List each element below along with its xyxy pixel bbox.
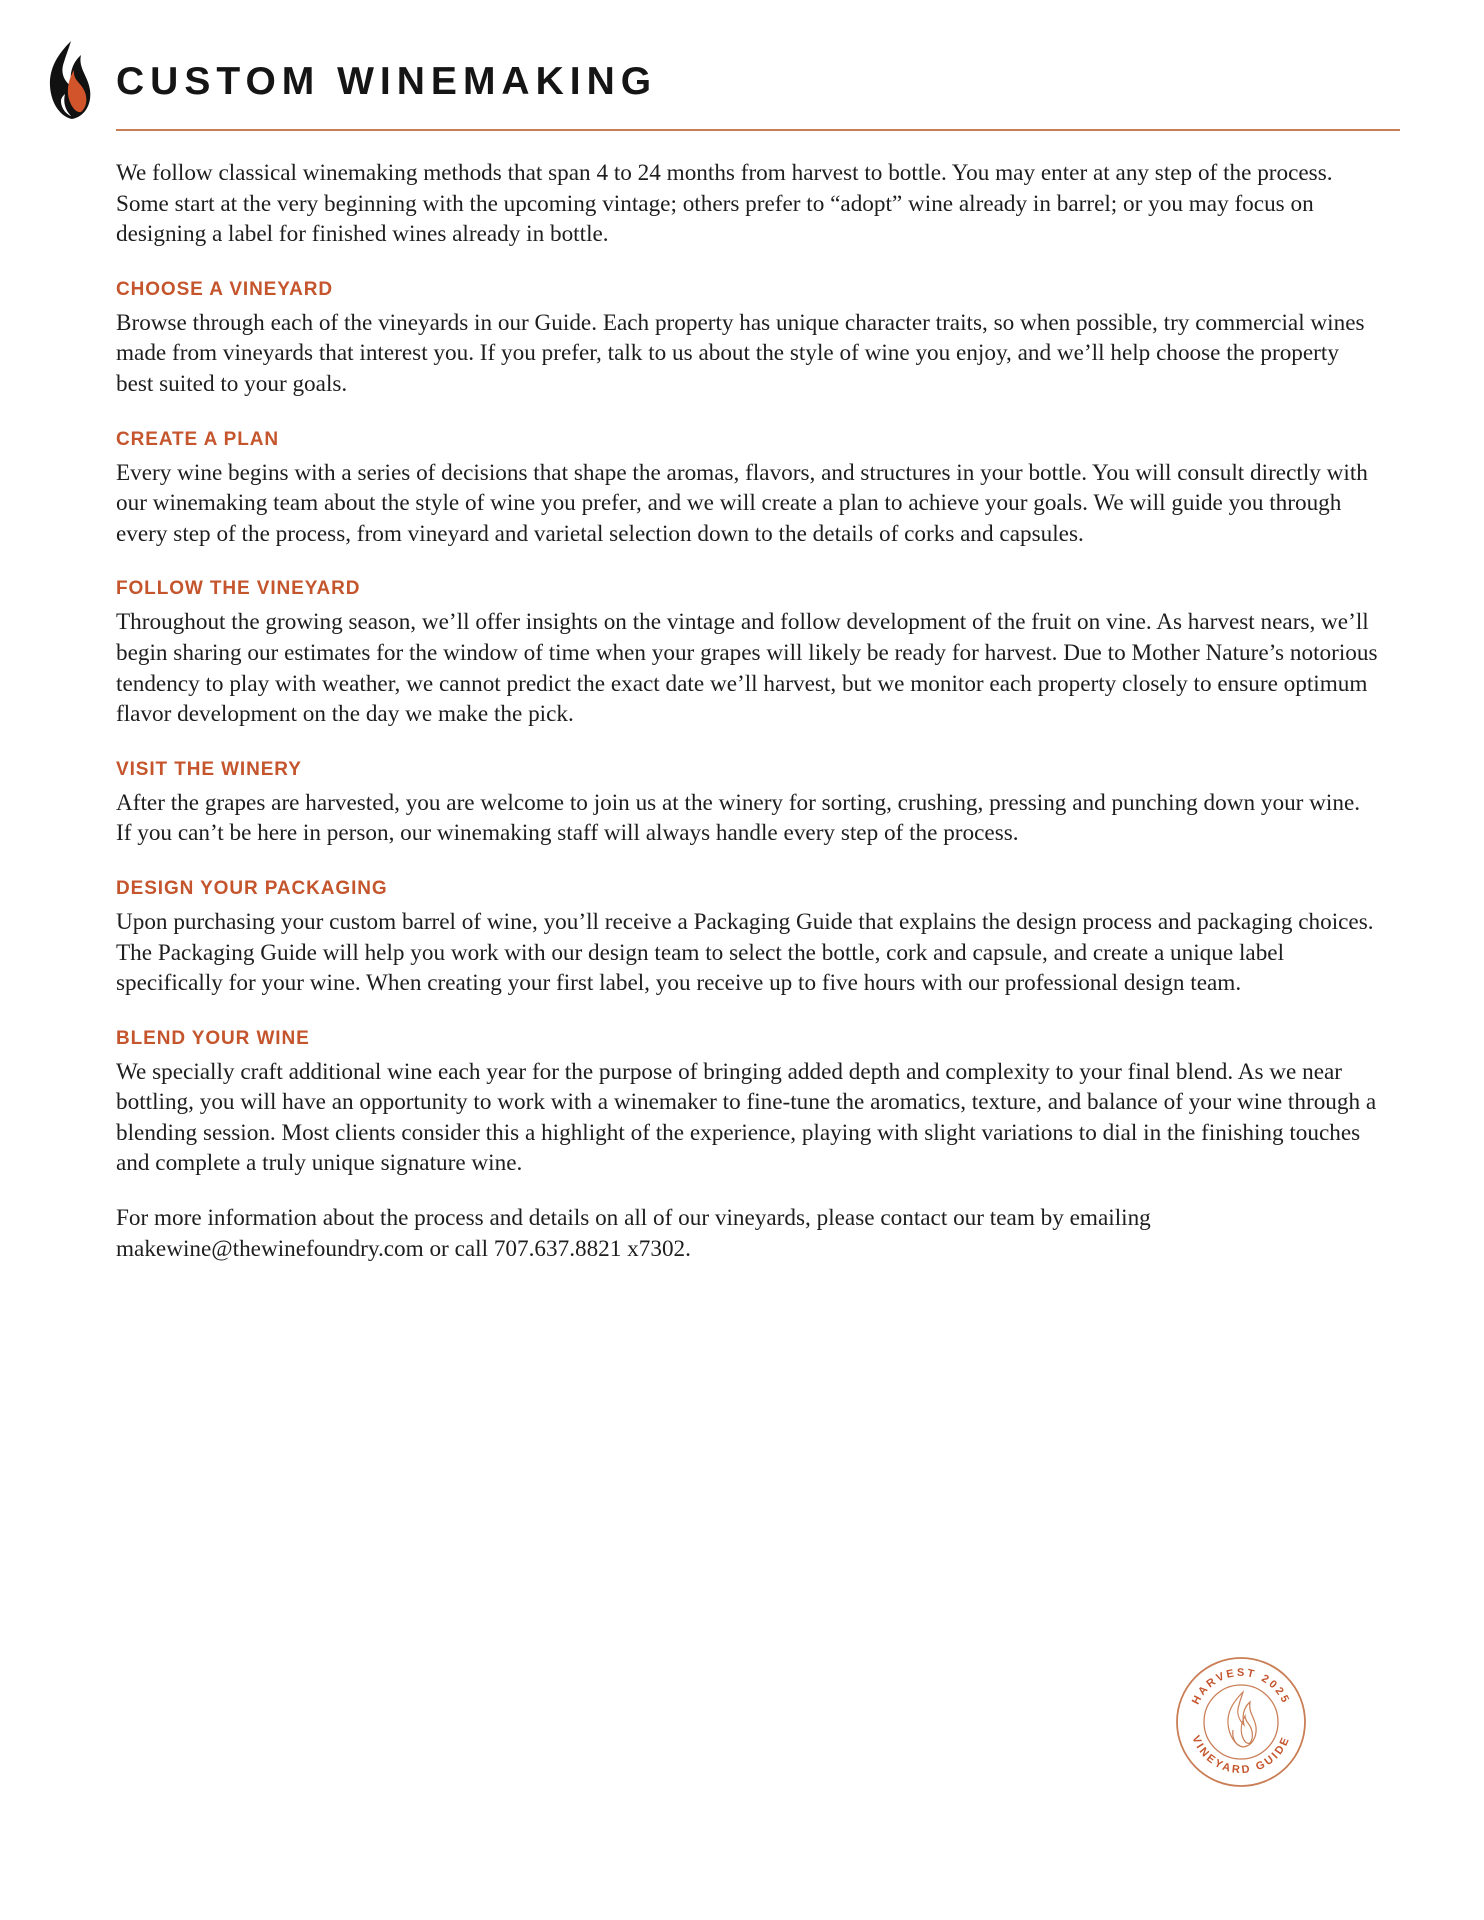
section-heading: CREATE A PLAN xyxy=(116,428,279,450)
header-divider xyxy=(116,129,1400,131)
harvest-seal-icon xyxy=(1173,1654,1309,1790)
section-choose-vineyard xyxy=(116,278,1378,400)
page-title: CUSTOM WINEMAKING xyxy=(116,60,658,103)
section-heading: DESIGN YOUR PACKAGING xyxy=(116,877,388,899)
section-design-packaging xyxy=(116,877,1378,999)
section-body: Throughout the growing season, we’ll offer insights on the vintage and follow development of the fruit on vine. As harvest nears, we’ll begin sharing our estimates for the window of time when your grapes will likely be ready for harvest. Due to Mother Nature’s notorious tendency to play with weather, we cannot predict the exact date we’ll harvest, but we monitor each property closely to ensure optimum flavor development on the day we make the pick. xyxy=(116,609,1378,728)
section-visit-winery xyxy=(116,758,1378,849)
section-follow-vineyard xyxy=(116,577,1378,729)
svg-text:HARVEST 2025 xyxy=(1190,1667,1292,1707)
section-body: Every wine begins with a series of decisions that shape the aromas, flavors, and structures in your bottle. You will consult directly with our winemaking team about the style of wine you prefer, and we will create a plan to achieve your goals. We will guide you through every step of the process, from vineyard and varietal selection down to the details of corks and capsules. xyxy=(116,459,1368,547)
section-heading: VISIT THE WINERY xyxy=(116,758,302,780)
section-body: Browse through each of the vineyards in our Guide. Each property has unique character traits, so when possible, try commercial wines made from vineyards that interest you. If you prefer, talk to us about the style of wine you enjoy, and we’ll help choose the property best suited to your goals. xyxy=(116,309,1365,397)
seal-bottom-text: VINEYARD GUIDE xyxy=(1189,1733,1293,1777)
section-heading: FOLLOW THE VINEYARD xyxy=(116,578,361,600)
seal-flame-icon xyxy=(1228,1692,1256,1747)
section-heading: BLEND YOUR WINE xyxy=(116,1027,310,1049)
intro-paragraph: We follow classical winemaking methods that span 4 to 24 months from harvest to bottle. You may enter at any step of the process. Some start at the very beginning with the upcoming vintage; others prefer to “adopt” wine already in barrel; or you may focus on designing a label for finished wines already in bottle. xyxy=(116,160,1333,248)
seal-top-text: HARVEST 2025 xyxy=(1189,1666,1293,1707)
section-create-plan xyxy=(116,428,1378,550)
section-blend-wine xyxy=(116,1027,1378,1179)
section-body: We specially craft additional wine each year for the purpose of bringing added depth and complexity to your final blend. As we near bottling, you will have an opportunity to work with a winemaker to fine-tune the aromatics, texture, and balance of your wine through a blending session. Most clients consider this a highlight of the experience, playing with slight variations to dial in the finishing touches and complete a truly unique signature wine. xyxy=(116,1058,1377,1177)
closing-paragraph: For more information about the process and details on all of our vineyards, please contact our team by emailing makewine@thewinefoundry.com or call 707.637.8821 x7302. xyxy=(116,1205,1151,1262)
flame-logo-icon xyxy=(44,40,94,120)
section-body: Upon purchasing your custom barrel of wine, you’ll receive a Packaging Guide that explains the design process and packaging choices. The Packaging Guide will help you work with our design team to select the bottle, cork and capsule, and create a unique label specifically for your wine. When creating your first label, you receive up to five hours with our professional design team. xyxy=(116,908,1374,997)
page-header xyxy=(40,38,1400,118)
main-content xyxy=(116,158,1378,1264)
section-heading: CHOOSE A VINEYARD xyxy=(116,278,333,300)
svg-text:VINEYARD GUIDE xyxy=(1189,1734,1292,1776)
section-body: After the grapes are harvested, you are welcome to join us at the winery for sorting, crushing, pressing and punching down your wine. If you can’t be here in person, our winemaking staff will always handle every step of the process. xyxy=(116,789,1361,847)
